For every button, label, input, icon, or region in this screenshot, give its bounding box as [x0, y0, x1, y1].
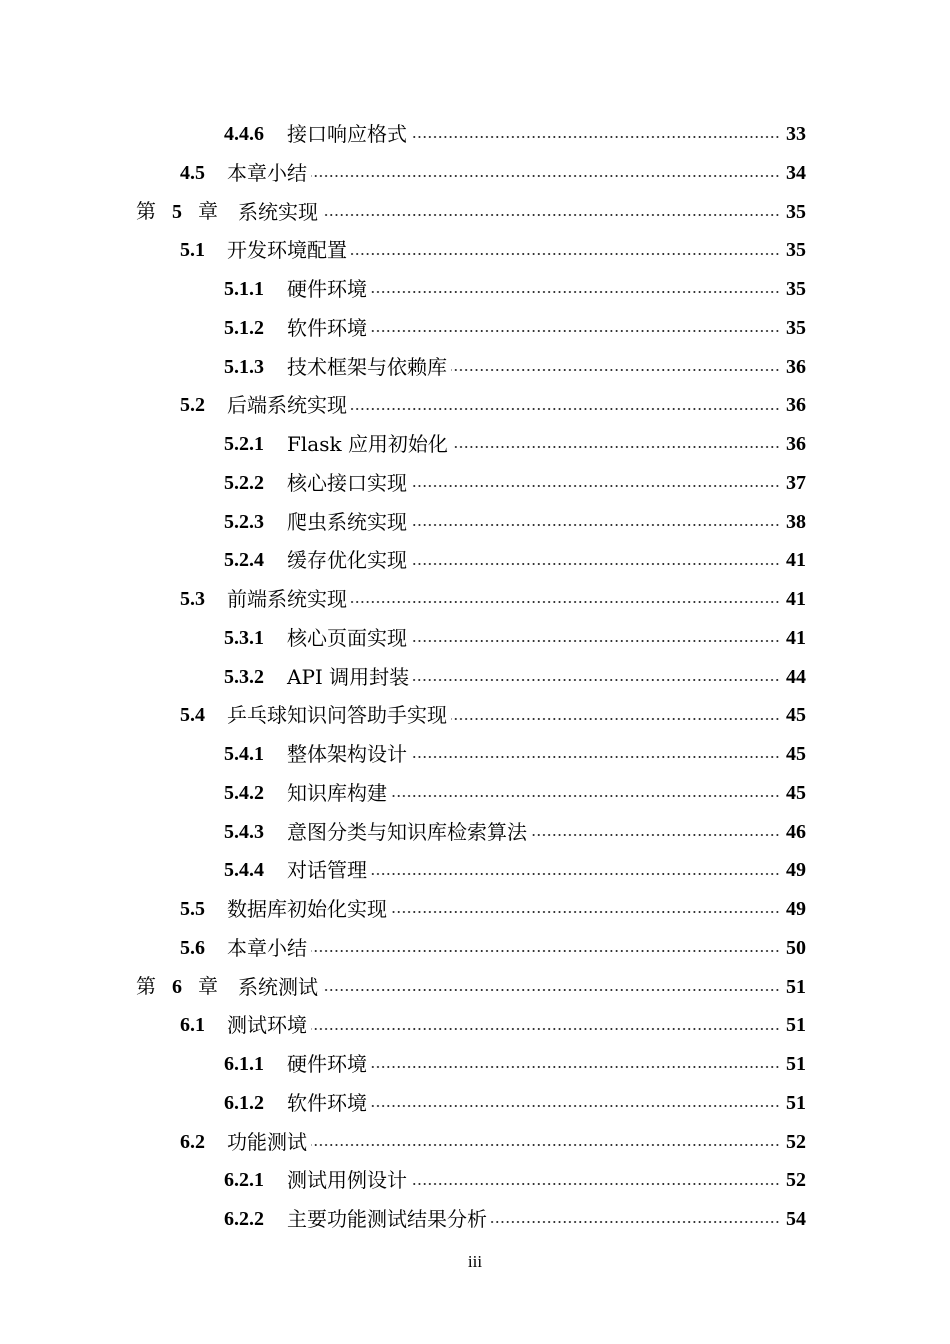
- toc-page-number: 51: [786, 1014, 806, 1037]
- toc-dot-leader: [311, 1144, 780, 1146]
- toc-entry-number: 5.1.2: [224, 316, 264, 339]
- toc-subsection-entry[interactable]: [0, 813, 950, 852]
- toc-entry-number: 5.1.3: [224, 355, 264, 378]
- toc-entry-number: 6.2.2: [224, 1208, 264, 1230]
- toc-page-number: 33: [786, 123, 806, 145]
- toc-dot-leader: [391, 911, 780, 913]
- toc-dot-leader: [311, 950, 780, 952]
- toc-entry-title: 软件环境: [287, 315, 367, 340]
- toc-entry-title: 系统实现: [238, 199, 318, 224]
- toc-subsection-entry[interactable]: [0, 425, 950, 464]
- toc-chapter-label: [136, 967, 218, 1007]
- toc-entry-number: 5.2.1: [224, 433, 264, 455]
- toc-section-entry[interactable]: [0, 1006, 950, 1045]
- toc-dot-leader: [411, 136, 780, 138]
- toc-entry-number: 6.1.2: [224, 1091, 264, 1114]
- toc-entry-title: 硬件环境: [287, 277, 367, 301]
- toc-entry-title: 爬虫系统实现: [287, 509, 407, 534]
- toc-section-entry[interactable]: [0, 580, 950, 619]
- toc-subsection-entry[interactable]: [0, 309, 950, 348]
- toc-chapter-label-part: 6: [172, 976, 182, 998]
- toc-entry-title: 前端系统实现: [227, 587, 347, 611]
- toc-subsection-entry[interactable]: [0, 774, 950, 813]
- toc-subsection-entry[interactable]: [0, 1161, 950, 1200]
- toc-page-number: 35: [786, 278, 806, 300]
- toc-entry-title: 核心接口实现: [287, 470, 407, 495]
- toc-dot-leader: [452, 446, 780, 448]
- toc-dot-leader: [411, 756, 780, 758]
- toc-page-number: 36: [786, 433, 806, 455]
- toc-dot-leader: [411, 1183, 780, 1185]
- toc-entry-title: 核心页面实现: [287, 625, 407, 650]
- toc-dot-leader: [371, 291, 780, 293]
- toc-chapter-label-part: 第: [136, 199, 156, 223]
- toc-entry-number: 6.1: [180, 1014, 205, 1037]
- toc-page-number: 52: [786, 1130, 806, 1153]
- toc-dot-leader: [411, 485, 780, 487]
- toc-dot-leader: [311, 175, 780, 177]
- toc-subsection-entry[interactable]: [0, 735, 950, 774]
- toc-entry-title: 主要功能测试结果分析: [287, 1207, 487, 1231]
- toc-entry-title: 本章小结: [227, 160, 307, 185]
- toc-subsection-entry[interactable]: [0, 851, 950, 890]
- toc-subsection-entry[interactable]: [0, 541, 950, 580]
- toc-entry-number: 5.2.3: [224, 510, 264, 533]
- toc-dot-leader: [451, 369, 780, 371]
- toc-entry-number: 5.4: [180, 704, 205, 727]
- toc-subsection-entry[interactable]: [0, 1084, 950, 1123]
- toc-entry-number: 5.2: [180, 394, 205, 417]
- toc-dot-leader: [371, 873, 780, 875]
- toc-chapter-entry[interactable]: [0, 193, 950, 232]
- toc-entry-number: 5.4.1: [224, 743, 264, 765]
- toc-dot-leader: [391, 795, 780, 797]
- toc-entry-title: 软件环境: [287, 1090, 367, 1115]
- toc-subsection-entry[interactable]: [0, 658, 950, 697]
- toc-dot-leader: [491, 1221, 780, 1223]
- toc-entry-title: 知识库构建: [287, 780, 387, 805]
- toc-dot-leader: [411, 524, 780, 526]
- toc-entry-number: 5.4.2: [224, 781, 264, 804]
- toc-page-number: 37: [786, 471, 806, 494]
- toc-page-number: 41: [786, 626, 806, 649]
- toc-entry-number: 5.5: [180, 898, 205, 920]
- toc-page-number: 49: [786, 898, 806, 920]
- toc-dot-leader: [531, 834, 780, 836]
- toc-section-entry[interactable]: [0, 696, 950, 735]
- toc-entry-number: 4.4.6: [224, 123, 264, 145]
- toc-dot-leader: [322, 989, 780, 991]
- toc-page-number: 45: [786, 704, 806, 727]
- toc-chapter-label-part: 章: [198, 974, 218, 998]
- toc-page-number: 36: [786, 355, 806, 378]
- toc-dot-leader: [451, 718, 780, 720]
- toc-section-entry[interactable]: [0, 154, 950, 193]
- toc-entry-title: API 调用封装: [287, 664, 410, 689]
- toc-dot-leader: [322, 214, 780, 216]
- toc-page-number: 51: [786, 975, 806, 998]
- toc-page-number: 41: [786, 549, 806, 572]
- toc-entry-title: 技术框架与依赖库: [287, 354, 447, 379]
- toc-page-number: 45: [786, 743, 806, 765]
- toc-entry-title: 硬件环境: [287, 1052, 367, 1076]
- toc-section-entry[interactable]: [0, 231, 950, 270]
- toc-page-number: 36: [786, 394, 806, 417]
- toc-entry-number: 5.3: [180, 588, 205, 610]
- toc-page-number: 50: [786, 936, 806, 959]
- toc-entry-title: 意图分类与知识库检索算法: [287, 819, 527, 844]
- toc-entry-number: 5.3.1: [224, 626, 264, 649]
- toc-entry-title: 测试环境: [227, 1013, 307, 1038]
- toc-page-number: 35: [786, 239, 806, 262]
- toc-subsection-entry[interactable]: [0, 115, 950, 154]
- toc-chapter-label-part: 5: [172, 201, 182, 223]
- toc-dot-leader: [311, 1028, 780, 1030]
- toc-dot-leader: [411, 640, 780, 642]
- toc-dot-leader: [371, 330, 780, 332]
- toc-page-number: 35: [786, 316, 806, 339]
- toc-subsection-entry[interactable]: [0, 464, 950, 503]
- toc-chapter-label-part: 第: [136, 974, 156, 998]
- toc-entry-title: 接口响应格式: [287, 122, 407, 146]
- toc-dot-leader: [413, 679, 780, 681]
- toc-entry-title: 对话管理: [287, 858, 367, 883]
- toc-page-number: 54: [786, 1208, 806, 1230]
- toc-dot-leader: [351, 253, 780, 255]
- toc-subsection-entry[interactable]: [0, 348, 950, 387]
- toc-entry-title: 测试用例设计: [287, 1168, 407, 1193]
- toc-entry-title: Flask 应用初始化: [287, 432, 448, 456]
- toc-entry-number: 5.2.2: [224, 471, 264, 494]
- toc-chapter-label-part: 章: [198, 199, 218, 223]
- toc-dot-leader: [371, 1105, 780, 1107]
- toc-entry-number: 6.1.1: [224, 1053, 264, 1075]
- toc-entry-number: 5.1: [180, 239, 205, 262]
- toc-dot-leader: [411, 563, 780, 565]
- toc-page-number: 51: [786, 1053, 806, 1075]
- toc-page-number: 51: [786, 1091, 806, 1114]
- toc-page-number: 49: [786, 859, 806, 882]
- toc-page-number: 46: [786, 820, 806, 843]
- toc-entry-title: 缓存优化实现: [287, 548, 407, 573]
- toc-section-entry[interactable]: [0, 1123, 950, 1162]
- toc-entry-number: 5.6: [180, 936, 205, 959]
- toc-entry-number: 5.3.2: [224, 665, 264, 688]
- toc-entry-number: 5.1.1: [224, 278, 264, 300]
- toc-entry-number: 6.2: [180, 1130, 205, 1153]
- toc-subsection-entry[interactable]: [0, 619, 950, 658]
- toc-dot-leader: [351, 408, 780, 410]
- toc-entry-title: 开发环境配置: [227, 238, 347, 263]
- toc-page-number: 34: [786, 161, 806, 184]
- toc-page-number: 41: [786, 588, 806, 610]
- toc-section-entry[interactable]: [0, 890, 950, 929]
- toc-page-number: 45: [786, 781, 806, 804]
- toc-section-entry[interactable]: [0, 386, 950, 425]
- toc-page-number: 38: [786, 510, 806, 533]
- table-of-contents: [0, 115, 950, 1239]
- toc-chapter-entry[interactable]: [0, 968, 950, 1007]
- toc-entry-number: 6.2.1: [224, 1169, 264, 1192]
- page-number: iii: [467, 1252, 483, 1271]
- toc-subsection-entry[interactable]: [0, 503, 950, 542]
- toc-entry-title: 功能测试: [227, 1129, 307, 1154]
- toc-dot-leader: [351, 601, 780, 603]
- toc-entry-title: 本章小结: [227, 935, 307, 960]
- toc-page-number: 44: [786, 665, 806, 688]
- toc-entry-title: 整体架构设计: [287, 742, 407, 766]
- toc-entry-number: 5.2.4: [224, 549, 264, 572]
- toc-entry-title: 数据库初始化实现: [227, 897, 387, 921]
- toc-subsection-entry[interactable]: [0, 1045, 950, 1084]
- toc-page-number: 52: [786, 1169, 806, 1192]
- toc-subsection-entry[interactable]: [0, 1200, 950, 1239]
- toc-entry-title: 乒乓球知识问答助手实现: [227, 703, 447, 728]
- toc-page-number: 35: [786, 200, 806, 223]
- toc-entry-title: 系统测试: [238, 974, 318, 999]
- toc-chapter-label: [136, 192, 218, 232]
- toc-dot-leader: [371, 1066, 780, 1068]
- toc-entry-title: 后端系统实现: [227, 393, 347, 418]
- toc-subsection-entry[interactable]: [0, 270, 950, 309]
- toc-entry-number: 5.4.3: [224, 820, 264, 843]
- toc-entry-number: 4.5: [180, 161, 205, 184]
- toc-section-entry[interactable]: [0, 929, 950, 968]
- toc-entry-number: 5.4.4: [224, 859, 264, 882]
